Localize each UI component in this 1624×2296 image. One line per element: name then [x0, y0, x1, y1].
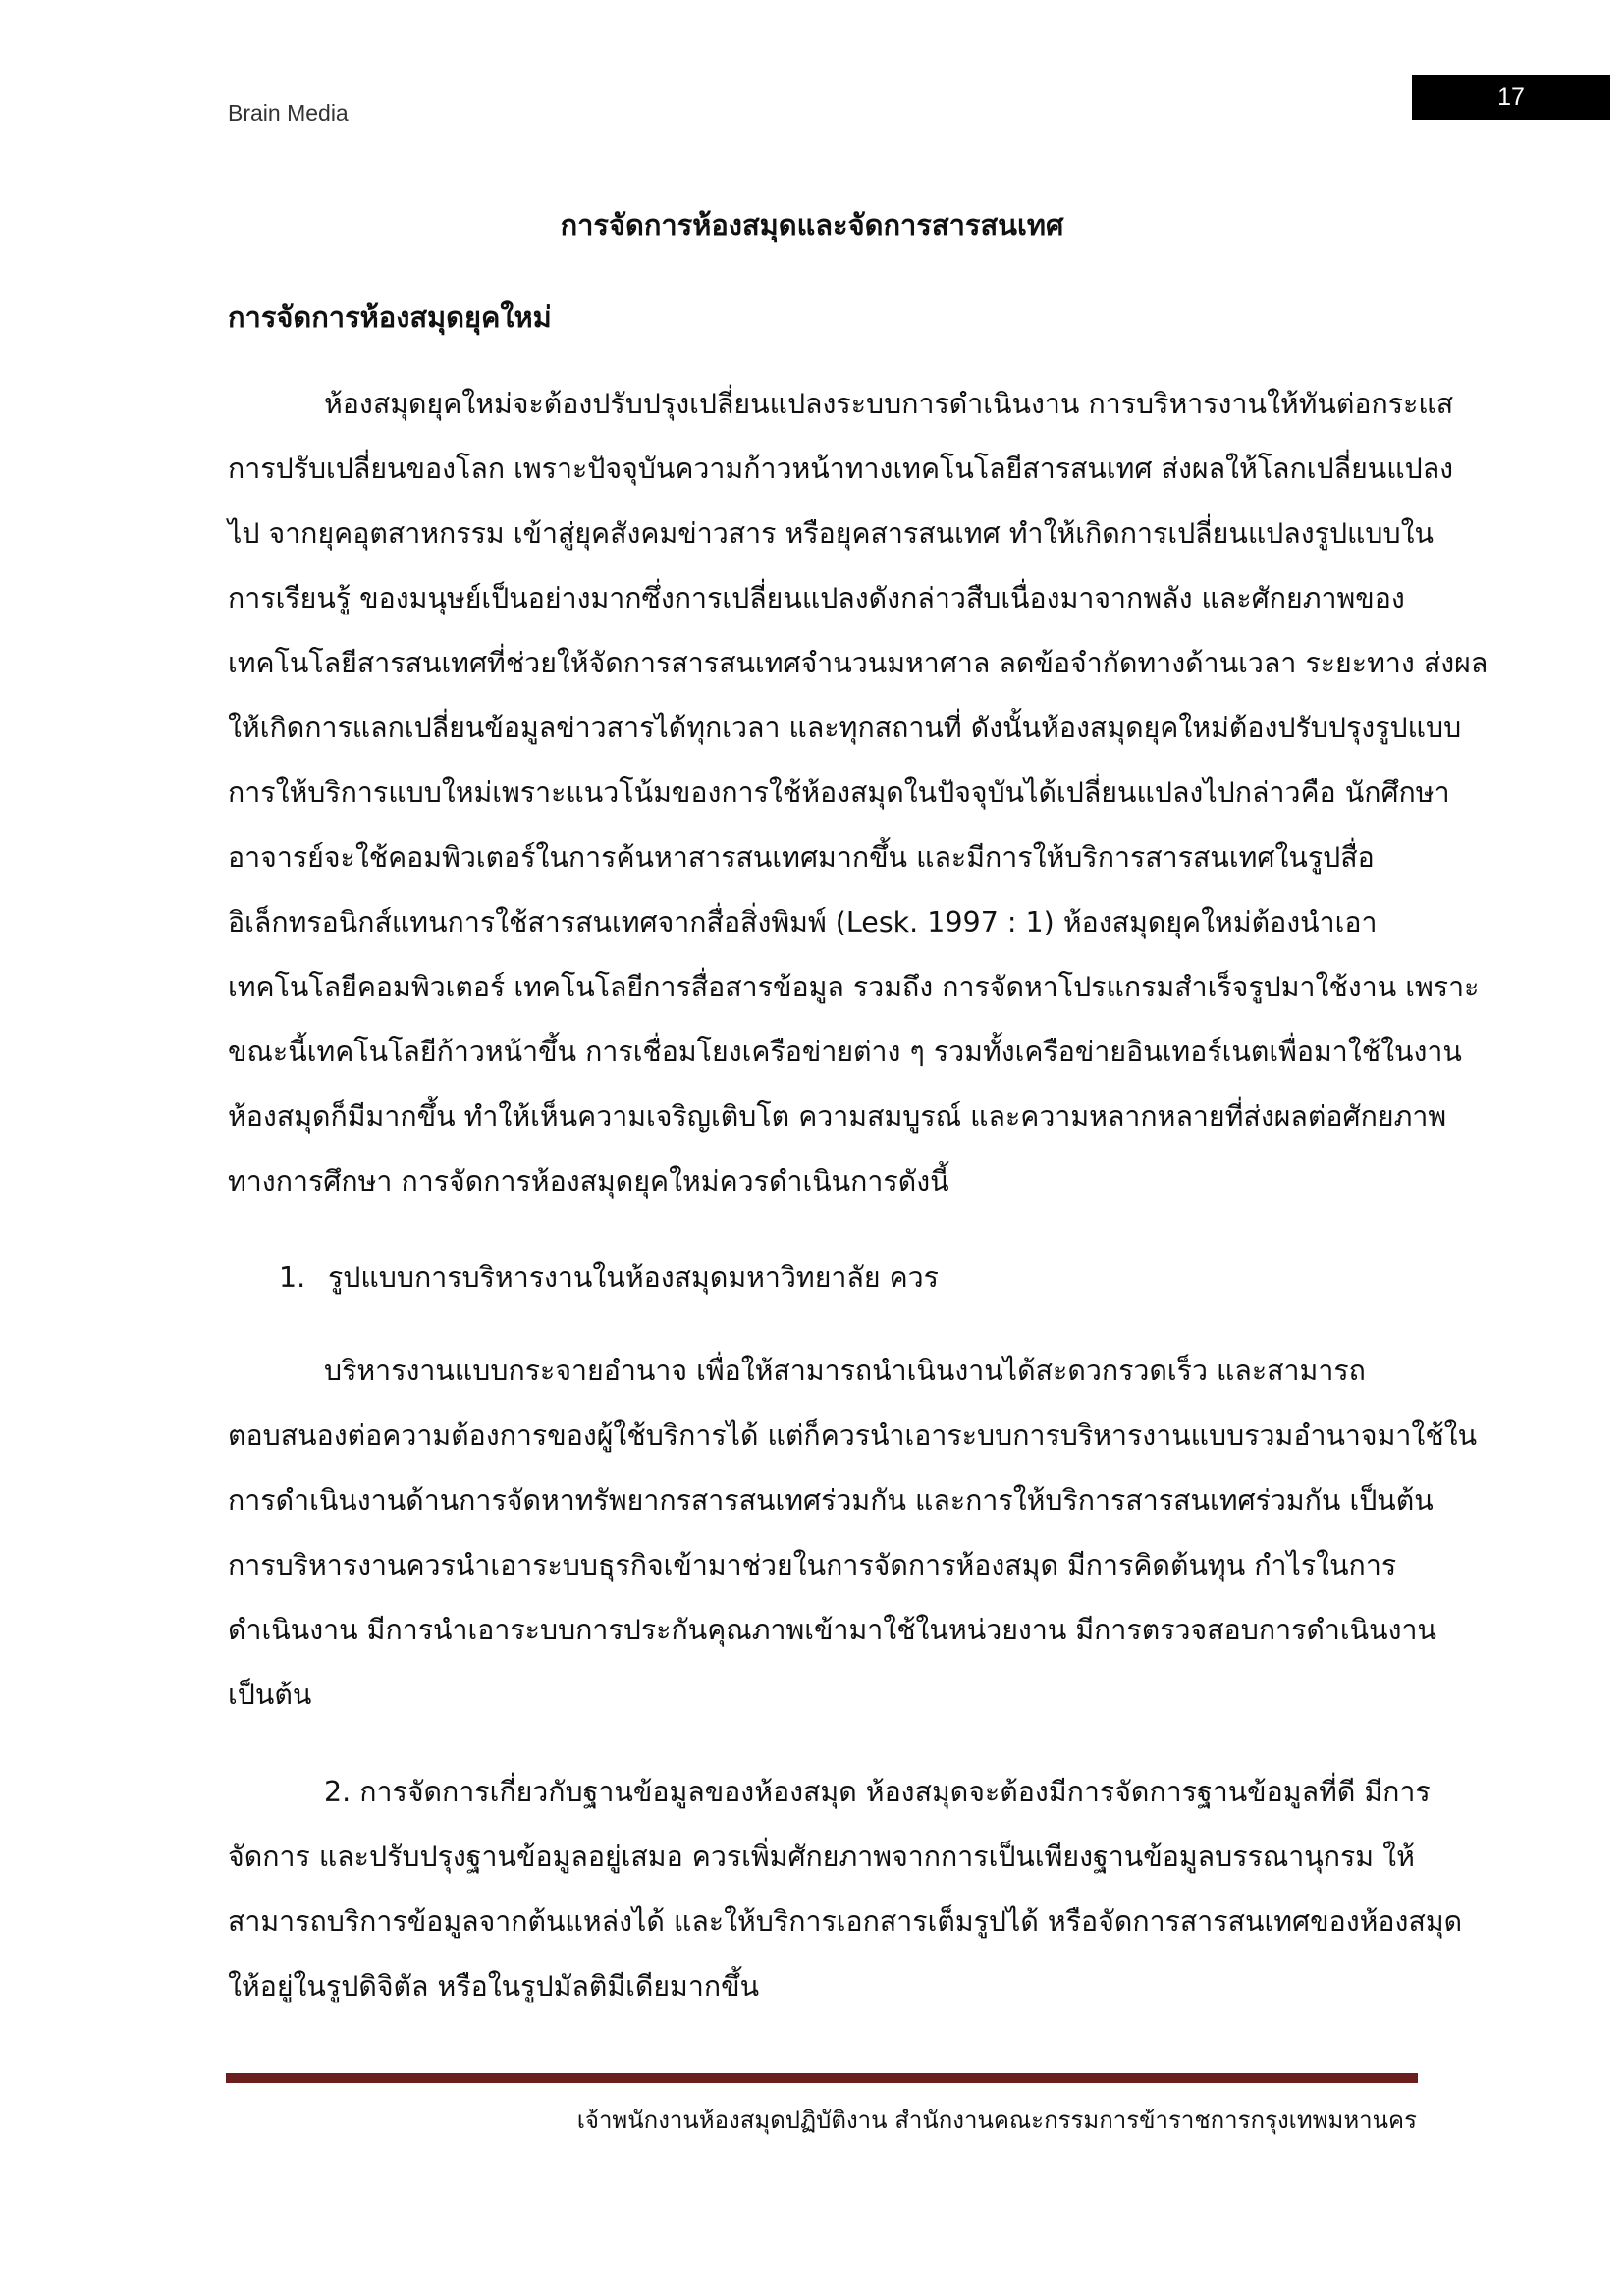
paragraph-1-line: การปรับเปลี่ยนของโลก เพราะปัจจุบันความก้าวหน้าทางเทคโนโลยีสารสนเทศ ส่งผลให้โลกเปลี่ยนแปลง	[228, 453, 1454, 485]
paragraph-1-line: การเรียนรู้ ของมนุษย์เป็นอย่างมากซึ่งการเปลี่ยนแปลงดังกล่าวสืบเนื่องมาจากพลัง และศักยภาพของ	[228, 582, 1405, 614]
page-number: 17	[1412, 75, 1610, 120]
paragraph-2-line: ดำเนินงาน มีการนำเอาระบบการประกันคุณภาพเข้ามาใช้ในหน่วยงาน มีการตรวจสอบการดำเนินงาน	[228, 1614, 1437, 1646]
paragraph-1-line: ห้องสมุดยุคใหม่จะต้องปรับปรุงเปลี่ยนแปลงระบบการดำเนินงาน การบริหารงานให้ทันต่อกระแส	[324, 388, 1454, 420]
paragraph-2-line: การบริหารงานควรนำเอาระบบธุรกิจเข้ามาช่วยในการจัดการห้องสมุด มีการคิดต้นทุน กำไรในการ	[228, 1549, 1397, 1581]
paragraph-1-line: ห้องสมุดก็มีมากขึ้น ทำให้เห็นความเจริญเติบโต ความสมบูรณ์ และความหลากหลายที่ส่งผลต่อศักยภาพ	[228, 1100, 1447, 1133]
paragraph-3-line: 2. การจัดการเกี่ยวกับฐานข้อมูลของห้องสมุด ห้องสมุดจะต้องมีการจัดการฐานข้อมูลที่ดี มีการ	[324, 1776, 1431, 1808]
paragraph-1-line: ไป จากยุคอุตสาหกรรม เข้าสู่ยุคสังคมข่าวสาร หรือยุคสารสนเทศ ทำให้เกิดการเปลี่ยนแปลงรูปแบบใน	[228, 517, 1435, 550]
paragraph-3-line: ให้อยู่ในรูปดิจิตัล หรือในรูปมัลติมีเดียมากขึ้น	[228, 1970, 760, 2002]
paragraph-1-line: ขณะนี้เทคโนโลยีก้าวหน้าขึ้น การเชื่อมโยงเครือข่ายต่าง ๆ รวมทั้งเครือข่ายอินเทอร์เนตเพื่อมาใช้ในงาน	[228, 1036, 1462, 1068]
paragraph-2-line: เป็นต้น	[228, 1679, 312, 1711]
paragraph-1-line: ทางการศึกษา การจัดการห้องสมุดยุคใหม่ควรดำเนินการดังนี้	[228, 1165, 949, 1198]
paragraph-2-line: บริหารงานแบบกระจายอำนาจ เพื่อให้สามารถนำเนินงานได้สะดวกรวดเร็ว และสามารถ	[324, 1355, 1366, 1387]
footer-rule	[226, 2073, 1418, 2083]
paragraph-1-line: อิเล็กทรอนิกส์แทนการใช้สารสนเทศจากสื่อสิ่งพิมพ์ (Lesk. 1997 : 1) ห้องสมุดยุคใหม่ต้องนำเอา	[228, 906, 1378, 938]
paragraph-3-line: สามารถบริการข้อมูลจากต้นแหล่งได้ และให้บริการเอกสารเต็มรูปได้ หรือจัดการสารสนเทศของห้องสมุด	[228, 1905, 1463, 1938]
page-title: การจัดการห้องสมุดและจัดการสารสนเทศ	[560, 208, 1064, 241]
running-head: Brain Media	[228, 100, 349, 126]
paragraph-2-line: ตอบสนองต่อความต้องการของผู้ใช้บริการได้ แต่ก็ควรนำเอาระบบการบริหารงานแบบรวมอำนาจมาใช้ใน	[228, 1419, 1478, 1452]
paragraph-1-line: เทคโนโลยีคอมพิวเตอร์ เทคโนโลยีการสื่อสารข้อมูล รวมถึง การจัดหาโปรแกรมสำเร็จรูปมาใช้งาน เพราะ	[228, 971, 1480, 1003]
paragraph-2-line: การดำเนินงานด้านการจัดหาทรัพยากรสารสนเทศร่วมกัน และการให้บริการสารสนเทศร่วมกัน เป็นต้น	[228, 1484, 1434, 1517]
paragraph-1-line: เทคโนโลยีสารสนเทศที่ช่วยให้จัดการสารสนเทศจำนวนมหาศาล ลดข้อจำกัดทางด้านเวลา ระยะทาง ส่งผล	[228, 647, 1489, 679]
paragraph-1-line: ให้เกิดการแลกเปลี่ยนข้อมูลข่าวสารได้ทุกเวลา และทุกสถานที่ ดังนั้นห้องสมุดยุคใหม่ต้องปรับปรุงรูปแบบ	[228, 712, 1462, 744]
section-heading: การจัดการห้องสมุดยุคใหม่	[228, 300, 552, 334]
paragraph-1-line: อาจารย์จะใช้คอมพิวเตอร์ในการค้นหาสารสนเทศมากขึ้น และมีการให้บริการสารสนเทศในรูปสื่อ	[228, 841, 1375, 874]
list-item-number: 1.	[279, 1261, 306, 1294]
list-item-text: รูปแบบการบริหารงานในห้องสมุดมหาวิทยาลัย ควร	[328, 1261, 939, 1294]
footer-text: เจ้าพนักงานห้องสมุดปฏิบัติงาน สำนักงานคณะกรรมการข้าราชการกรุงเทพมหานคร	[576, 2107, 1417, 2134]
paragraph-1-line: การให้บริการแบบใหม่เพราะแนวโน้มของการใช้ห้องสมุดในปัจจุบันได้เปลี่ยนแปลงไปกล่าวคือ นักศึกษา	[228, 776, 1450, 809]
paragraph-3-line: จัดการ และปรับปรุงฐานข้อมูลอยู่เสมอ ควรเพิ่มศักยภาพจากการเป็นเพียงฐานข้อมูลบรรณานุกรม ให้	[228, 1841, 1415, 1873]
